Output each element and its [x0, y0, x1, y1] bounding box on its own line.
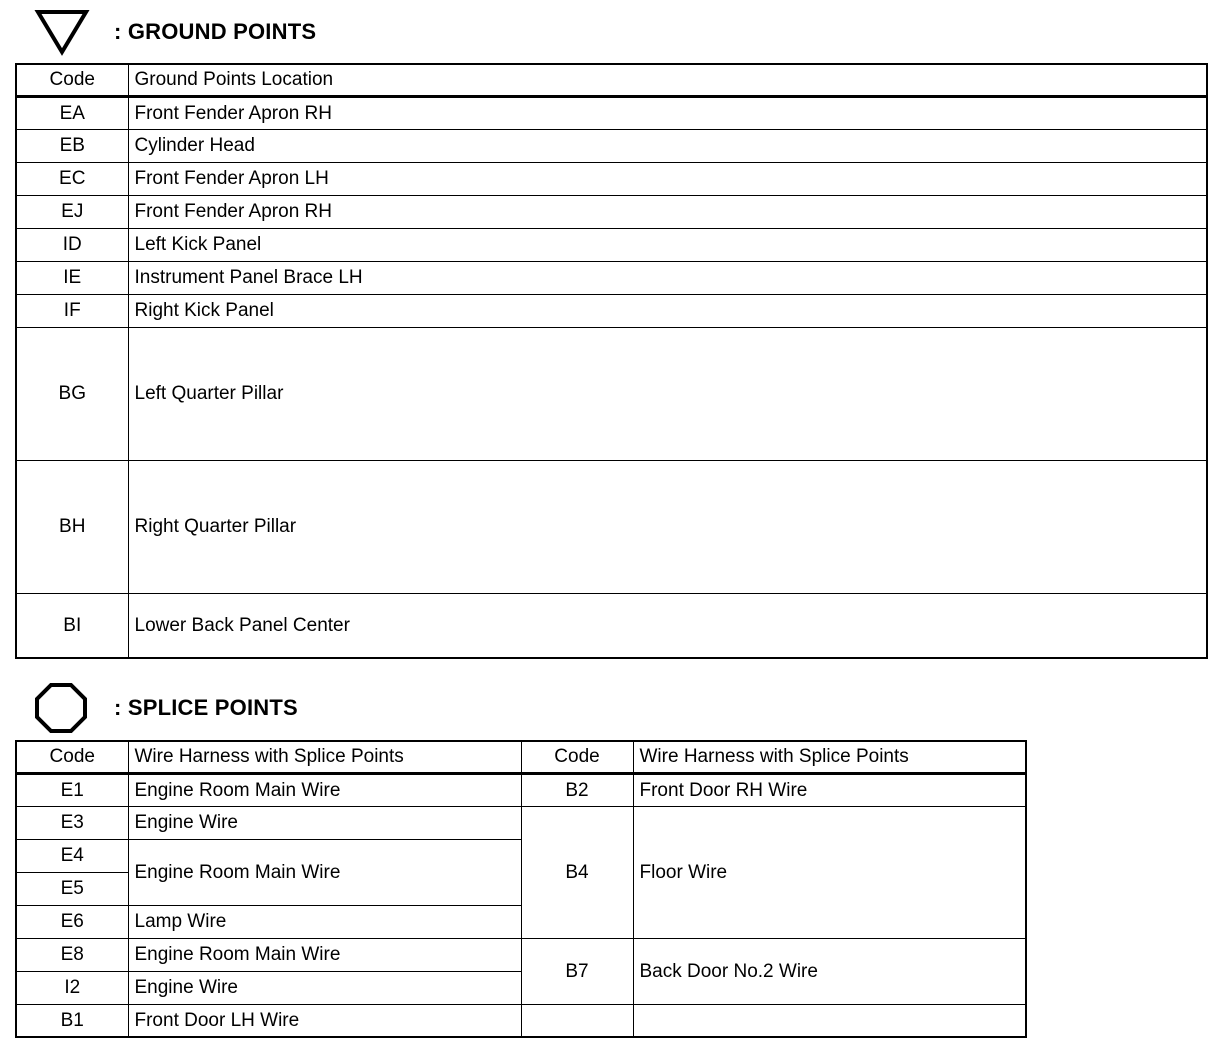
splice-points-header — [34, 682, 298, 734]
ground-code-cell: IE — [16, 261, 128, 294]
ground-code-cell: IF — [16, 294, 128, 327]
splice-wire-cell: Engine Room Main Wire — [128, 938, 521, 971]
ground-location-cell: Right Kick Panel — [128, 294, 1207, 327]
splice-wire-header-right: Wire Harness with Splice Points — [633, 741, 1026, 773]
splice-code-header-right: Code — [521, 741, 633, 773]
table-row — [16, 806, 1026, 839]
ground-code-cell: BG — [16, 327, 128, 460]
splice-wire-header-left: Wire Harness with Splice Points — [128, 741, 521, 773]
ground-code-cell: EB — [16, 129, 128, 162]
splice-wire-cell: Floor Wire — [633, 806, 1026, 938]
ground-location-cell: Front Fender Apron RH — [128, 195, 1207, 228]
ground-code-cell: ID — [16, 228, 128, 261]
splice-code-header-left: Code — [16, 741, 128, 773]
ground-code-cell: EA — [16, 96, 128, 129]
ground-location-cell: Lower Back Panel Center — [128, 593, 1207, 658]
table-row — [16, 460, 1207, 593]
splice-wire-cell: Engine Wire — [128, 806, 521, 839]
ground-code-cell: EJ — [16, 195, 128, 228]
ground-code-cell: EC — [16, 162, 128, 195]
ground-points-title: : GROUND POINTS — [114, 19, 317, 44]
table-row — [16, 195, 1207, 228]
splice-wire-cell: Front Door LH Wire — [128, 1004, 521, 1037]
table-row — [16, 162, 1207, 195]
table-row — [16, 938, 1026, 971]
table-row — [16, 96, 1207, 129]
table-row — [16, 129, 1207, 162]
ground-location-cell: Left Kick Panel — [128, 228, 1207, 261]
table-row — [16, 228, 1207, 261]
splice-code-cell: E8 — [16, 938, 128, 971]
table-row — [16, 1004, 1026, 1037]
splice-wire-cell: Lamp Wire — [128, 905, 521, 938]
table-row — [16, 327, 1207, 460]
octagon-icon — [34, 682, 88, 734]
splice-code-cell: B4 — [521, 806, 633, 938]
ground-code-header: Code — [16, 64, 128, 96]
ground-points-table — [15, 63, 1208, 659]
splice-code-cell: I2 — [16, 971, 128, 1004]
splice-code-cell: B1 — [16, 1004, 128, 1037]
table-row — [16, 261, 1207, 294]
splice-wire-cell: Front Door RH Wire — [633, 773, 1026, 806]
triangle-down-icon — [34, 8, 90, 56]
table-row — [16, 294, 1207, 327]
splice-points-table — [15, 740, 1027, 1038]
ground-location-cell: Front Fender Apron LH — [128, 162, 1207, 195]
table-row — [16, 593, 1207, 658]
ground-location-cell: Front Fender Apron RH — [128, 96, 1207, 129]
ground-points-header — [34, 8, 316, 56]
splice-wire-cell: Engine Wire — [128, 971, 521, 1004]
splice-code-cell: E5 — [16, 872, 128, 905]
splice-empty-cell — [633, 1004, 1026, 1037]
splice-empty-cell — [521, 1004, 633, 1037]
splice-code-cell: B7 — [521, 938, 633, 1004]
ground-location-cell: Cylinder Head — [128, 129, 1207, 162]
ground-code-cell: BH — [16, 460, 128, 593]
splice-code-cell: E6 — [16, 905, 128, 938]
splice-code-cell: E4 — [16, 839, 128, 872]
ground-location-cell: Instrument Panel Brace LH — [128, 261, 1207, 294]
table-row — [16, 773, 1026, 806]
splice-wire-cell: Engine Room Main Wire — [128, 773, 521, 806]
ground-location-header: Ground Points Location — [128, 64, 1207, 96]
ground-location-cell: Left Quarter Pillar — [128, 327, 1207, 460]
splice-points-title: : SPLICE POINTS — [114, 695, 298, 720]
splice-code-cell: B2 — [521, 773, 633, 806]
splice-code-cell: E3 — [16, 806, 128, 839]
splice-wire-cell: Back Door No.2 Wire — [633, 938, 1026, 1004]
ground-code-cell: BI — [16, 593, 128, 658]
splice-wire-cell: Engine Room Main Wire — [128, 839, 521, 905]
splice-code-cell: E1 — [16, 773, 128, 806]
ground-location-cell: Right Quarter Pillar — [128, 460, 1207, 593]
